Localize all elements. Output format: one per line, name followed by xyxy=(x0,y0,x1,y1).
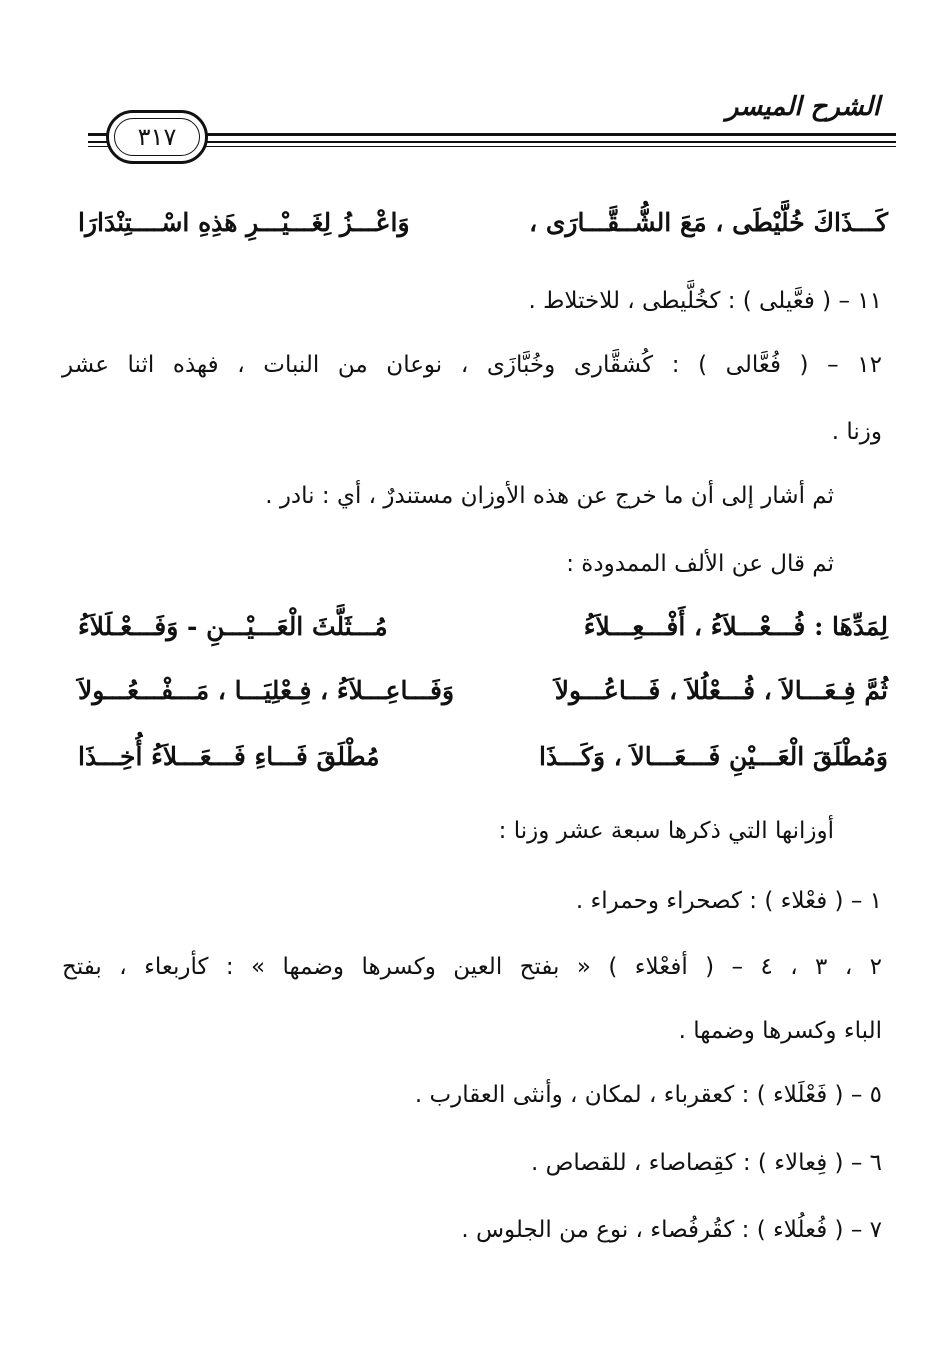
page-number-badge xyxy=(106,110,208,164)
verse-3-first-hemistich: ثُمَّ فِـعَـــالاَ ، فُـــعْلُلاَ ، فَـــاعُـــولاَ xyxy=(554,676,888,705)
verse-2-second-hemistich: مُـــثَلَّثَ الْعَـــيْـــنِ - وَفَـــعْـلَلاَءُ xyxy=(78,612,388,641)
paragraph-weight-1: ١ – ( فعْلاء ) : كصحراء وحمراء . xyxy=(575,888,882,914)
paragraph-weight-234-line-1: ٢ ، ٣ ، ٤ – ( أفعْلاء ) « بفتح العين وكسرها وضمها » : كأربعاء ، بفتح xyxy=(62,954,883,980)
verse-1-second-hemistich: وَاعْـــزُ لِغَـــيْـــرِ هَذِهِ اسْــــتِنْدَارَا xyxy=(78,208,410,237)
paragraph-12-line-2: وزنا . xyxy=(831,419,882,445)
running-header-title: الشرح الميسر xyxy=(725,92,880,122)
verse-4-second-hemistich: مُطْلَقَ فَـــاءِ فَـــعَـــلاَءُ أُخِـــذَا xyxy=(78,742,380,771)
header-rule-middle xyxy=(88,141,896,143)
paragraph-rare-weights: ثم أشار إلى أن ما خرج عن هذه الأوزان مستندرٌ ، أي : نادر . xyxy=(265,483,834,509)
paragraph-weight-6: ٦ – ( فِعالاء ) : كقِصاصاء ، للقصاص . xyxy=(530,1150,882,1176)
paragraph-weights-count: أوزانها التي ذكرها سبعة عشر وزنا : xyxy=(498,818,834,844)
verse-2-first-hemistich: لِمَدِّهَا : فُـــعْـــلاَءُ ، أَفْـــعِـــلاَءُ xyxy=(583,612,888,641)
paragraph-12-line-1: ١٢ – ( فُعَّالى ) : كُشقَّارى وخُبَّازَى ، نوعان من النبات ، فهذه اثنا عشر xyxy=(62,352,882,378)
header-rule-thick xyxy=(88,133,896,136)
paragraph-11: ١١ – ( فعَّيلى ) : كخُلَّيطى ، للاختلاط . xyxy=(528,288,882,314)
header-rule-thin xyxy=(88,146,896,147)
verse-1-first-hemistich: كَـــذَاكَ خُلَّيْطَى ، مَعَ الشُّــقَّـــارَى ، xyxy=(529,208,888,237)
verse-4-first-hemistich: وَمُطْلَقَ الْعَـــيْنِ فَـــعَـــالاَ ، وَكَـــذَا xyxy=(539,742,888,771)
paragraph-intro-alif: ثم قال عن الألف الممدودة : xyxy=(566,551,834,577)
verse-3-second-hemistich: وَفَـــاعِـــلاَءُ ، فِـعْلِيَـــا ، مَـــفْـــعُـــولاَ xyxy=(78,676,455,705)
paragraph-weight-5: ٥ – ( فَعْلَلاء ) : كعقرباء ، لمكان ، وأنثى العقارب . xyxy=(414,1082,882,1108)
paragraph-weight-7: ٧ – ( فُعلُلاء ) : كقُرفُصاء ، نوع من الجلوس . xyxy=(461,1217,882,1243)
paragraph-weight-234-line-2: الباء وكسرها وضمها . xyxy=(678,1018,882,1044)
page-number: ٣١٧ xyxy=(137,123,177,151)
